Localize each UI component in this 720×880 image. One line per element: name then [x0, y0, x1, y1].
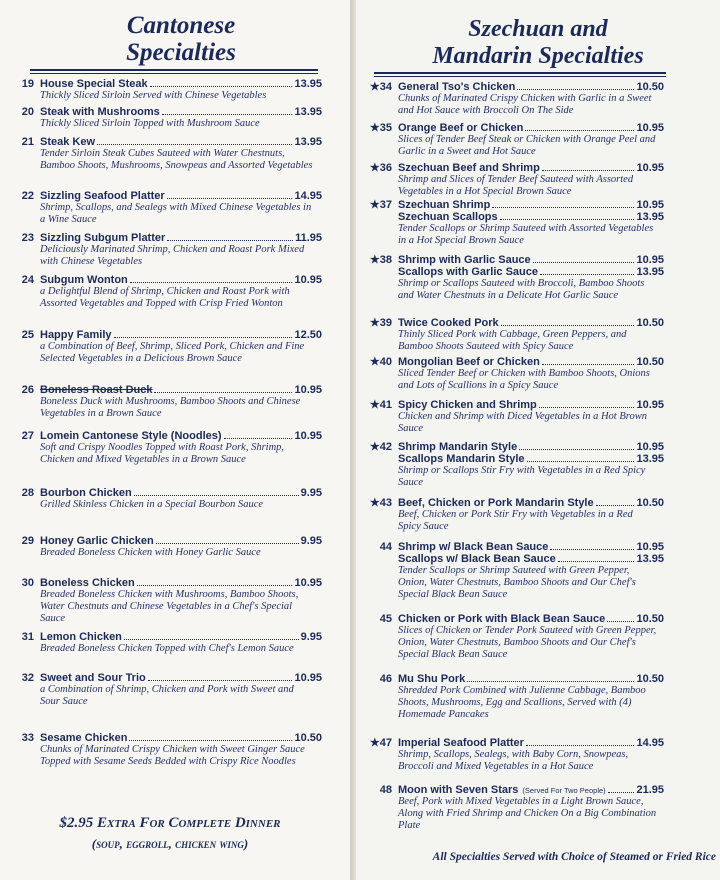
- item-price: 13.95: [294, 136, 322, 148]
- item-number: ★36: [369, 162, 392, 174]
- menu-item: [360, 736, 664, 773]
- menu-item: [10, 274, 322, 310]
- item-number: 26: [21, 384, 34, 396]
- item-name: General Tso's Chicken: [398, 81, 516, 93]
- menu-item-row: [10, 232, 322, 244]
- menu-item-row: [360, 496, 664, 509]
- menu-item: [360, 541, 664, 601]
- item-description: Breaded Boneless Chicken with Honey Garlic Sauce: [40, 547, 261, 558]
- menu-item-row: [10, 329, 322, 341]
- leader-dots: [162, 114, 293, 115]
- menu-item: [10, 430, 322, 466]
- menu-item-row: [10, 535, 322, 547]
- item-description: Shrimp and Slices of Tender Beef Sauteed with Assorted Vegetables in a Hot Special Brown Sauce: [398, 174, 634, 197]
- menu-item-row: [360, 541, 664, 553]
- szechuan-title: Szechuan and Mandarin Specialties: [432, 16, 644, 69]
- menu-item: [10, 384, 322, 420]
- item-number: ★43: [369, 497, 392, 509]
- menu-item: [360, 121, 664, 158]
- item-number: 22: [21, 190, 34, 202]
- item-name: Twice Cooked Pork: [398, 317, 499, 329]
- menu-item: [360, 80, 664, 117]
- item-price: 10.95: [636, 541, 664, 553]
- item-price: 10.95: [294, 672, 322, 684]
- item-name: Scallops Mandarin Style: [398, 453, 525, 465]
- title-rule: [374, 72, 666, 74]
- item-description: Chunks of Marinated Crispy Chicken with Garlic in a Sweet and Hot Sauce with Broccoli On The Side: [398, 93, 652, 116]
- menu-item: [10, 329, 322, 365]
- item-description: a Combination of Shrimp, Chicken and Pork with Sweet and Sour Sauce: [40, 684, 294, 707]
- item-price: 12.50: [294, 329, 322, 341]
- leader-dots: [129, 740, 292, 741]
- item-name: Lomein Cantonese Style (Noodles): [40, 430, 222, 442]
- item-name: Chicken or Pork with Black Bean Sauce: [398, 613, 606, 625]
- item-number: 23: [21, 232, 34, 244]
- menu-item: [360, 673, 664, 721]
- item-name: Szechuan Shrimp: [398, 199, 491, 211]
- item-price: 10.50: [636, 613, 664, 625]
- item-number: 48: [379, 784, 392, 796]
- item-name: Mongolian Beef or Chicken: [398, 356, 540, 368]
- leader-dots: [608, 792, 635, 793]
- item-description: Breaded Boneless Chicken with Mushrooms, Bamboo Shoots, Water Chestnuts and Chinese Vegetables in a Chef's Special Sauce: [40, 589, 299, 624]
- leader-dots: [533, 262, 635, 263]
- item-price: 14.95: [294, 190, 322, 202]
- item-price: 13.95: [294, 78, 322, 90]
- item-description: Soft and Crispy Noodles Topped with Roast Pork, Shrimp, Chicken and Mixed Vegetables in a Brown Sauce: [40, 442, 285, 465]
- leader-dots: [114, 337, 293, 338]
- item-description: Grilled Skinless Chicken in a Special Bourbon Sauce: [40, 499, 264, 510]
- leader-dots: [124, 639, 299, 640]
- item-name: Shrimp w/ Black Bean Sauce: [398, 541, 549, 553]
- item-price: 10.95: [636, 122, 664, 134]
- item-description: Shredded Pork Combined with Julienne Cabbage, Bamboo Shoots, Mushrooms, Egg and Scallions, Served with (4) Homemade Pancakes: [398, 685, 646, 720]
- menu-item-row: [10, 487, 322, 499]
- menu-item-row: [360, 736, 664, 749]
- leader-dots: [596, 505, 635, 506]
- leader-dots: [167, 240, 293, 241]
- menu-item-row: [10, 106, 322, 118]
- menu-item-row: [360, 553, 664, 565]
- menu-item-row: [10, 78, 322, 90]
- leader-dots: [519, 449, 634, 450]
- item-number: 45: [379, 613, 392, 625]
- item-number: 19: [21, 78, 34, 90]
- leader-dots: [150, 86, 293, 87]
- menu-item: [10, 672, 322, 708]
- item-number: 29: [21, 535, 34, 547]
- leader-dots: [137, 585, 293, 586]
- title-rule: [30, 69, 318, 71]
- menu-item-row: [10, 430, 322, 442]
- item-price: 10.95: [636, 254, 664, 266]
- leader-dots: [607, 621, 634, 622]
- item-name: Sizzling Subgum Platter: [40, 232, 166, 244]
- menu-item-row: [360, 398, 664, 411]
- serving-note: (Served For Two People): [522, 786, 606, 795]
- item-description: Beef, Pork with Mixed Vegetables in a Light Brown Sauce, Along with Fried Shrimp and Chicken On a Big Combination Plate: [398, 796, 657, 831]
- menu-item-row: [10, 631, 322, 643]
- item-name: Bourbon Chicken: [40, 487, 132, 499]
- item-name: Sizzling Seafood Platter: [40, 190, 165, 202]
- menu-item: [360, 784, 664, 832]
- menu-item: [360, 198, 664, 247]
- item-name: Szechuan Scallops: [398, 211, 498, 223]
- item-number: 28: [21, 487, 34, 499]
- item-name: Steak Kew: [40, 136, 96, 148]
- item-price: 10.50: [294, 732, 322, 744]
- item-name: Subgum Wonton: [40, 274, 128, 286]
- item-description: Beef, Chicken or Pork Stir Fry with Vegetables in a Red Spicy Sauce: [398, 509, 633, 532]
- item-price: 10.95: [636, 162, 664, 174]
- menu-item-row: [360, 198, 664, 211]
- item-number: ★38: [369, 254, 392, 266]
- leader-dots: [550, 549, 634, 550]
- item-number: ★40: [369, 356, 392, 368]
- item-number: ★39: [369, 317, 392, 329]
- item-price: 10.50: [636, 673, 664, 685]
- leader-dots: [134, 495, 299, 496]
- leader-dots: [517, 89, 634, 90]
- menu-item: [360, 316, 664, 353]
- item-description: Shrimp, Scallops, Sealegs, with Baby Corn, Snowpeas, Broccoli and Mixed Vegetables in a Hot Sauce: [398, 749, 629, 772]
- item-description: Boneless Duck with Mushrooms, Bamboo Shoots and Chinese Vegetables in a Brown Sauce: [40, 396, 301, 419]
- leader-dots: [501, 325, 635, 326]
- menu-item-row: [10, 136, 322, 148]
- item-name: Moon with Seven Stars: [398, 784, 519, 796]
- leader-dots: [526, 745, 635, 746]
- menu-item-row: [10, 732, 322, 744]
- cantonese-title: Cantonese Specialties: [126, 12, 236, 66]
- item-price: 14.95: [636, 737, 664, 749]
- item-description: Sliced Tender Beef or Chicken with Bamboo Shoots, Onions and Lots of Scallions in a Spicy Sauce: [398, 368, 650, 391]
- item-name: Orange Beef or Chicken: [398, 122, 524, 134]
- item-description: a Combination of Beef, Shrimp, Sliced Pork, Chicken and Fine Selected Vegetables in a Delicious Brown Sauce: [40, 341, 305, 364]
- menu-item: [360, 613, 664, 661]
- menu-item-row: [360, 266, 664, 278]
- menu-item-row: [360, 784, 664, 796]
- title-rule: [30, 73, 318, 74]
- item-description: Thickly Sliced Sirloin Served with Chinese Vegetables: [40, 90, 267, 101]
- menu-item-row: [10, 672, 322, 684]
- item-price: 9.95: [300, 535, 322, 547]
- item-number: 46: [379, 673, 392, 685]
- item-name: Spicy Chicken and Shrimp: [398, 399, 537, 411]
- item-number: 30: [21, 577, 34, 589]
- item-price: 13.95: [294, 106, 322, 118]
- leader-dots: [540, 274, 634, 275]
- item-name: Steak with Mushrooms: [40, 106, 160, 118]
- item-price: 10.50: [636, 81, 664, 93]
- menu-item: [10, 487, 322, 511]
- item-name: House Special Steak: [40, 78, 148, 90]
- item-description: Tender Scallops or Shrimp Sauteed with Green Pepper, Onion, Water Chestnuts, Bamboo Shoots and Our Chef's Special Black Bean Sauce: [398, 565, 636, 600]
- item-name: Imperial Seafood Platter: [398, 737, 524, 749]
- item-number: ★41: [369, 399, 392, 411]
- item-number: 27: [21, 430, 34, 442]
- item-description: Slices of Tender Beef Steak or Chicken with Orange Peel and Garlic in a Sweet and Hot Sauce: [398, 134, 656, 157]
- item-price: 10.50: [636, 317, 664, 329]
- menu-item-row: [360, 80, 664, 93]
- item-name: Mu Shu Pork: [398, 673, 466, 685]
- item-price: 13.95: [636, 553, 664, 565]
- title-rule: [374, 76, 666, 77]
- leader-dots: [500, 219, 635, 220]
- item-number: ★37: [369, 199, 392, 211]
- menu-item: [10, 78, 322, 102]
- item-description: Slices of Chicken or Tender Pork Sauteed with Green Pepper, Onion, Water Chestnuts, Bamboo Shoots and Our Chef's Special Black Bean Sauce: [398, 625, 657, 660]
- item-description: Thickly Sliced Sirloin Topped with Mushroom Sauce: [40, 118, 260, 129]
- menu-item: [360, 253, 664, 302]
- item-name: Boneless Roast Duck: [40, 384, 153, 396]
- item-description: Deliciously Marinated Shrimp, Chicken and Roast Pork Mixed with Chinese Vegetables: [40, 244, 305, 267]
- item-number: 24: [21, 274, 34, 286]
- item-name: Shrimp Mandarin Style: [398, 441, 518, 453]
- item-price: 21.95: [636, 784, 664, 796]
- menu-item-row: [360, 121, 664, 134]
- leader-dots: [542, 364, 635, 365]
- item-price: 9.95: [300, 487, 322, 499]
- item-description: Shrimp, Scallops, and Sealegs with Mixed Chinese Vegetables in a Wine Sauce: [40, 202, 312, 225]
- item-description: Breaded Boneless Chicken Topped with Chef's Lemon Sauce: [40, 643, 294, 654]
- menu-item-row: [10, 577, 322, 589]
- leader-dots: [224, 438, 293, 439]
- leader-dots: [97, 144, 292, 145]
- menu-item: [10, 631, 322, 655]
- menu-item-row: [360, 211, 664, 223]
- item-description: Chicken and Shrimp with Diced Vegetables in a Hot Brown Sauce: [398, 411, 647, 434]
- leader-dots: [492, 207, 634, 208]
- item-price: 10.95: [636, 441, 664, 453]
- menu-item-row: [360, 453, 664, 465]
- item-price: 9.95: [300, 631, 322, 643]
- item-price: 10.95: [294, 274, 322, 286]
- menu-item: [10, 136, 322, 172]
- item-price: 10.95: [636, 399, 664, 411]
- menu-item: [10, 232, 322, 268]
- item-number: 21: [21, 136, 34, 148]
- item-price: 10.95: [294, 430, 322, 442]
- item-number: ★34: [369, 81, 392, 93]
- menu-item-row: [360, 673, 664, 685]
- item-name: Shrimp with Garlic Sauce: [398, 254, 531, 266]
- leader-dots: [542, 170, 635, 171]
- item-number: 25: [21, 329, 34, 341]
- menu-item-row: [360, 355, 664, 368]
- item-name: Honey Garlic Chicken: [40, 535, 154, 547]
- menu-item-row: [360, 161, 664, 174]
- item-description: Shrimp or Scallops Sauteed with Broccoli, Bamboo Shoots and Water Chestnuts in a Delicate Hot Garlic Sauce: [398, 278, 645, 301]
- leader-dots: [539, 407, 635, 408]
- item-name: Szechuan Beef and Shrimp: [398, 162, 540, 174]
- item-price: 10.50: [636, 356, 664, 368]
- item-number: ★47: [369, 737, 392, 749]
- item-number: 44: [379, 541, 392, 553]
- leader-dots: [558, 561, 635, 562]
- leader-dots: [167, 198, 293, 199]
- item-description: Tender Scallops or Shrimp Sauteed with Assorted Vegetables in a Hot Special Brown Sauce: [398, 223, 654, 246]
- item-name: Sweet and Sour Trio: [40, 672, 146, 684]
- item-price: 10.50: [636, 497, 664, 509]
- menu-item-row: [360, 613, 664, 625]
- item-number: 33: [21, 732, 34, 744]
- leader-dots: [156, 543, 299, 544]
- menu-item-row: [10, 274, 322, 286]
- menu-item: [10, 190, 322, 226]
- item-price: 11.95: [295, 232, 322, 244]
- item-description: Thinly Sliced Pork with Cabbage, Green Peppers, and Bamboo Shoots Sauteed with Spicy Sauce: [398, 329, 627, 352]
- item-price: 13.95: [636, 211, 664, 223]
- menu-item: [10, 577, 322, 625]
- item-price: 13.95: [636, 266, 664, 278]
- item-price: 10.95: [294, 384, 322, 396]
- item-number: 20: [21, 106, 34, 118]
- complete-dinner-note: $2.95 Extra For Complete Dinner (soup, eggroll, chicken wing): [59, 815, 281, 851]
- item-number: ★42: [369, 441, 392, 453]
- menu-item: [360, 440, 664, 489]
- item-number: 31: [21, 631, 34, 643]
- item-price: 13.95: [636, 453, 664, 465]
- item-price: 10.95: [636, 199, 664, 211]
- item-name: Boneless Chicken: [40, 577, 135, 589]
- menu-item: [10, 106, 322, 130]
- item-description: Tender Sirloin Steak Cubes Sauteed with Water Chestnuts, Bamboo Shoots, Mushrooms, Snowpeas and Assorted Vegetables: [40, 148, 313, 171]
- menu-item-row: [360, 253, 664, 266]
- item-description: Shrimp or Scallops Stir Fry with Vegetables in a Red Spicy Sauce: [398, 465, 646, 488]
- item-name: Scallops w/ Black Bean Sauce: [398, 553, 556, 565]
- rice-note: All Specialties Served with Choice of Steamed or Fried Rice: [432, 851, 716, 863]
- item-description: a Delightful Blend of Shrimp, Chicken and Roast Pork with Assorted Vegetables and Topped with Crisp Fried Wonton: [40, 286, 290, 309]
- szechuan-page: [356, 0, 720, 880]
- menu-item: [360, 496, 664, 533]
- item-number: 32: [21, 672, 34, 684]
- item-name: Beef, Chicken or Pork Mandarin Style: [398, 497, 594, 509]
- leader-dots: [467, 681, 634, 682]
- item-name: Lemon Chicken: [40, 631, 122, 643]
- leader-dots: [130, 282, 293, 283]
- item-number: ★35: [369, 122, 392, 134]
- menu-item-row: [360, 440, 664, 453]
- menu-item-row: [360, 316, 664, 329]
- item-name: Happy Family: [40, 329, 112, 341]
- item-name: Scallops with Garlic Sauce: [398, 266, 538, 278]
- menu-item: [360, 398, 664, 435]
- leader-dots: [148, 680, 293, 681]
- cantonese-page: [0, 0, 352, 880]
- menu-item: [10, 732, 322, 768]
- menu-item-row: [10, 190, 322, 202]
- menu-item: [10, 535, 322, 559]
- item-name: Sesame Chicken: [40, 732, 128, 744]
- menu-item: [360, 355, 664, 392]
- menu-item: [360, 161, 664, 198]
- menu-item-row: [10, 384, 322, 396]
- leader-dots: [525, 130, 634, 131]
- leader-dots: [154, 392, 292, 393]
- leader-dots: [527, 461, 635, 462]
- item-description: Chunks of Marinated Crispy Chicken with Sweet Ginger Sauce Topped with Sesame Seeds Bedded with Crispy Rice Noodles: [40, 744, 305, 767]
- item-price: 10.95: [294, 577, 322, 589]
